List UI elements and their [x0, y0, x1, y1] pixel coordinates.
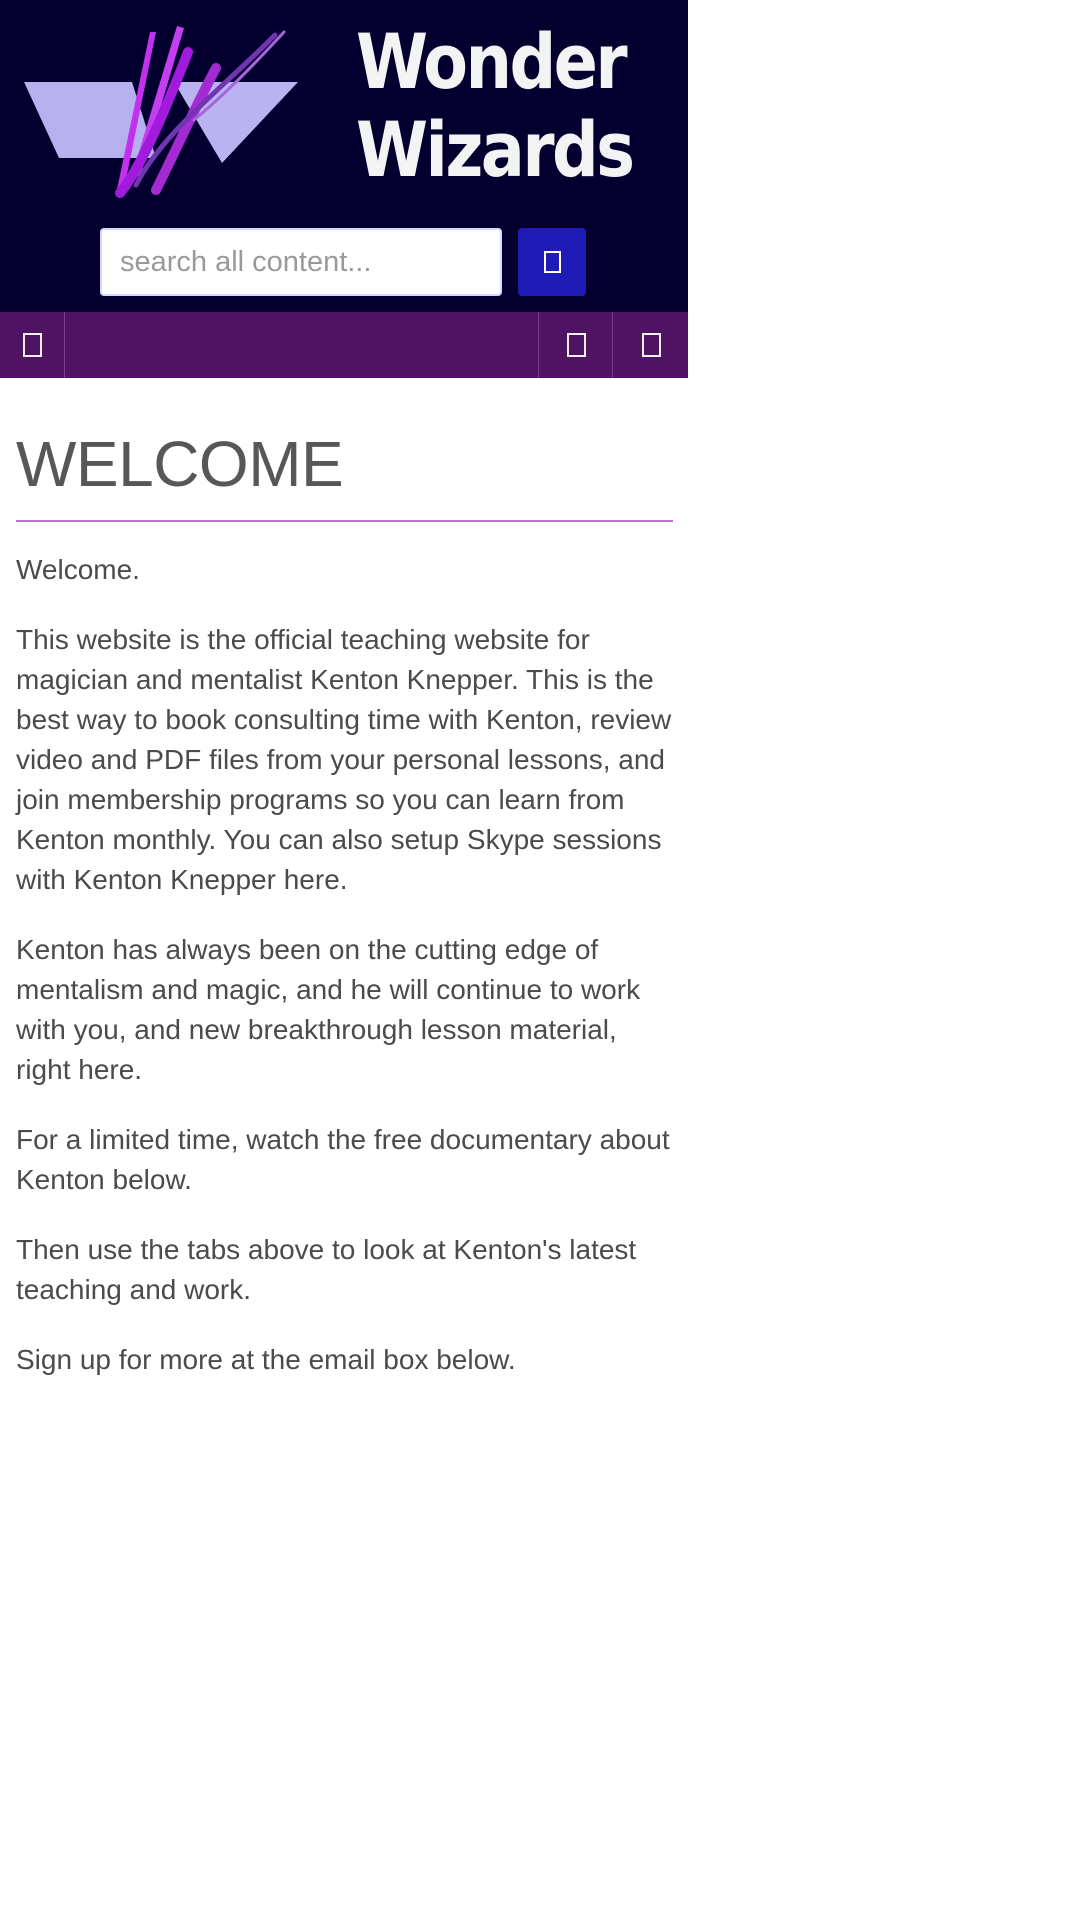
- email-signup-paragraph: Sign up for more at the email box below.: [16, 1344, 516, 1375]
- menu-button[interactable]: [0, 312, 65, 378]
- official-website-paragraph: This website is the official teaching website for magician and mentalist Kenton Knepper. This is the best way to book consulting time with Kenton, review video and PDF files from your personal lessons, and join membership programs so you can learn from Kenton monthly. You can also setup Skype sessions with Kenton Knepper here.: [16, 624, 672, 895]
- page-title: WELCOME: [16, 428, 344, 500]
- welcome-text: [16, 550, 673, 1410]
- welcome-paragraph: Welcome.: [16, 554, 140, 585]
- main-content: [16, 424, 673, 1375]
- navigation-bar: [0, 312, 688, 378]
- nav-icon: [567, 333, 586, 357]
- logo-line-wonder: Wonder: [356, 17, 626, 106]
- logo-line-wizards: Wizards: [356, 105, 633, 194]
- nav-icon-button[interactable]: [538, 312, 613, 378]
- search-button[interactable]: [518, 228, 586, 296]
- logo-wordmark: [356, 17, 633, 194]
- menu-icon: [23, 333, 42, 357]
- site-logo[interactable]: [24, 18, 634, 200]
- wonder-wizards-logo-mark-icon: [24, 24, 314, 200]
- nav-icon-button[interactable]: [612, 312, 689, 378]
- search-input[interactable]: [100, 228, 502, 296]
- site-header: [0, 0, 688, 312]
- nav-icon: [642, 333, 661, 357]
- title-divider: [16, 520, 673, 522]
- search-icon: [544, 251, 561, 273]
- documentary-paragraph: For a limited time, watch the free documentary about Kenton below.: [16, 1124, 670, 1195]
- tabs-instruction-paragraph: Then use the tabs above to look at Kenton's latest teaching and work.: [16, 1234, 637, 1305]
- cutting-edge-paragraph: Kenton has always been on the cutting edge of mentalism and magic, and he will continue to work with you, and new breakthrough lesson material, right here.: [16, 934, 641, 1085]
